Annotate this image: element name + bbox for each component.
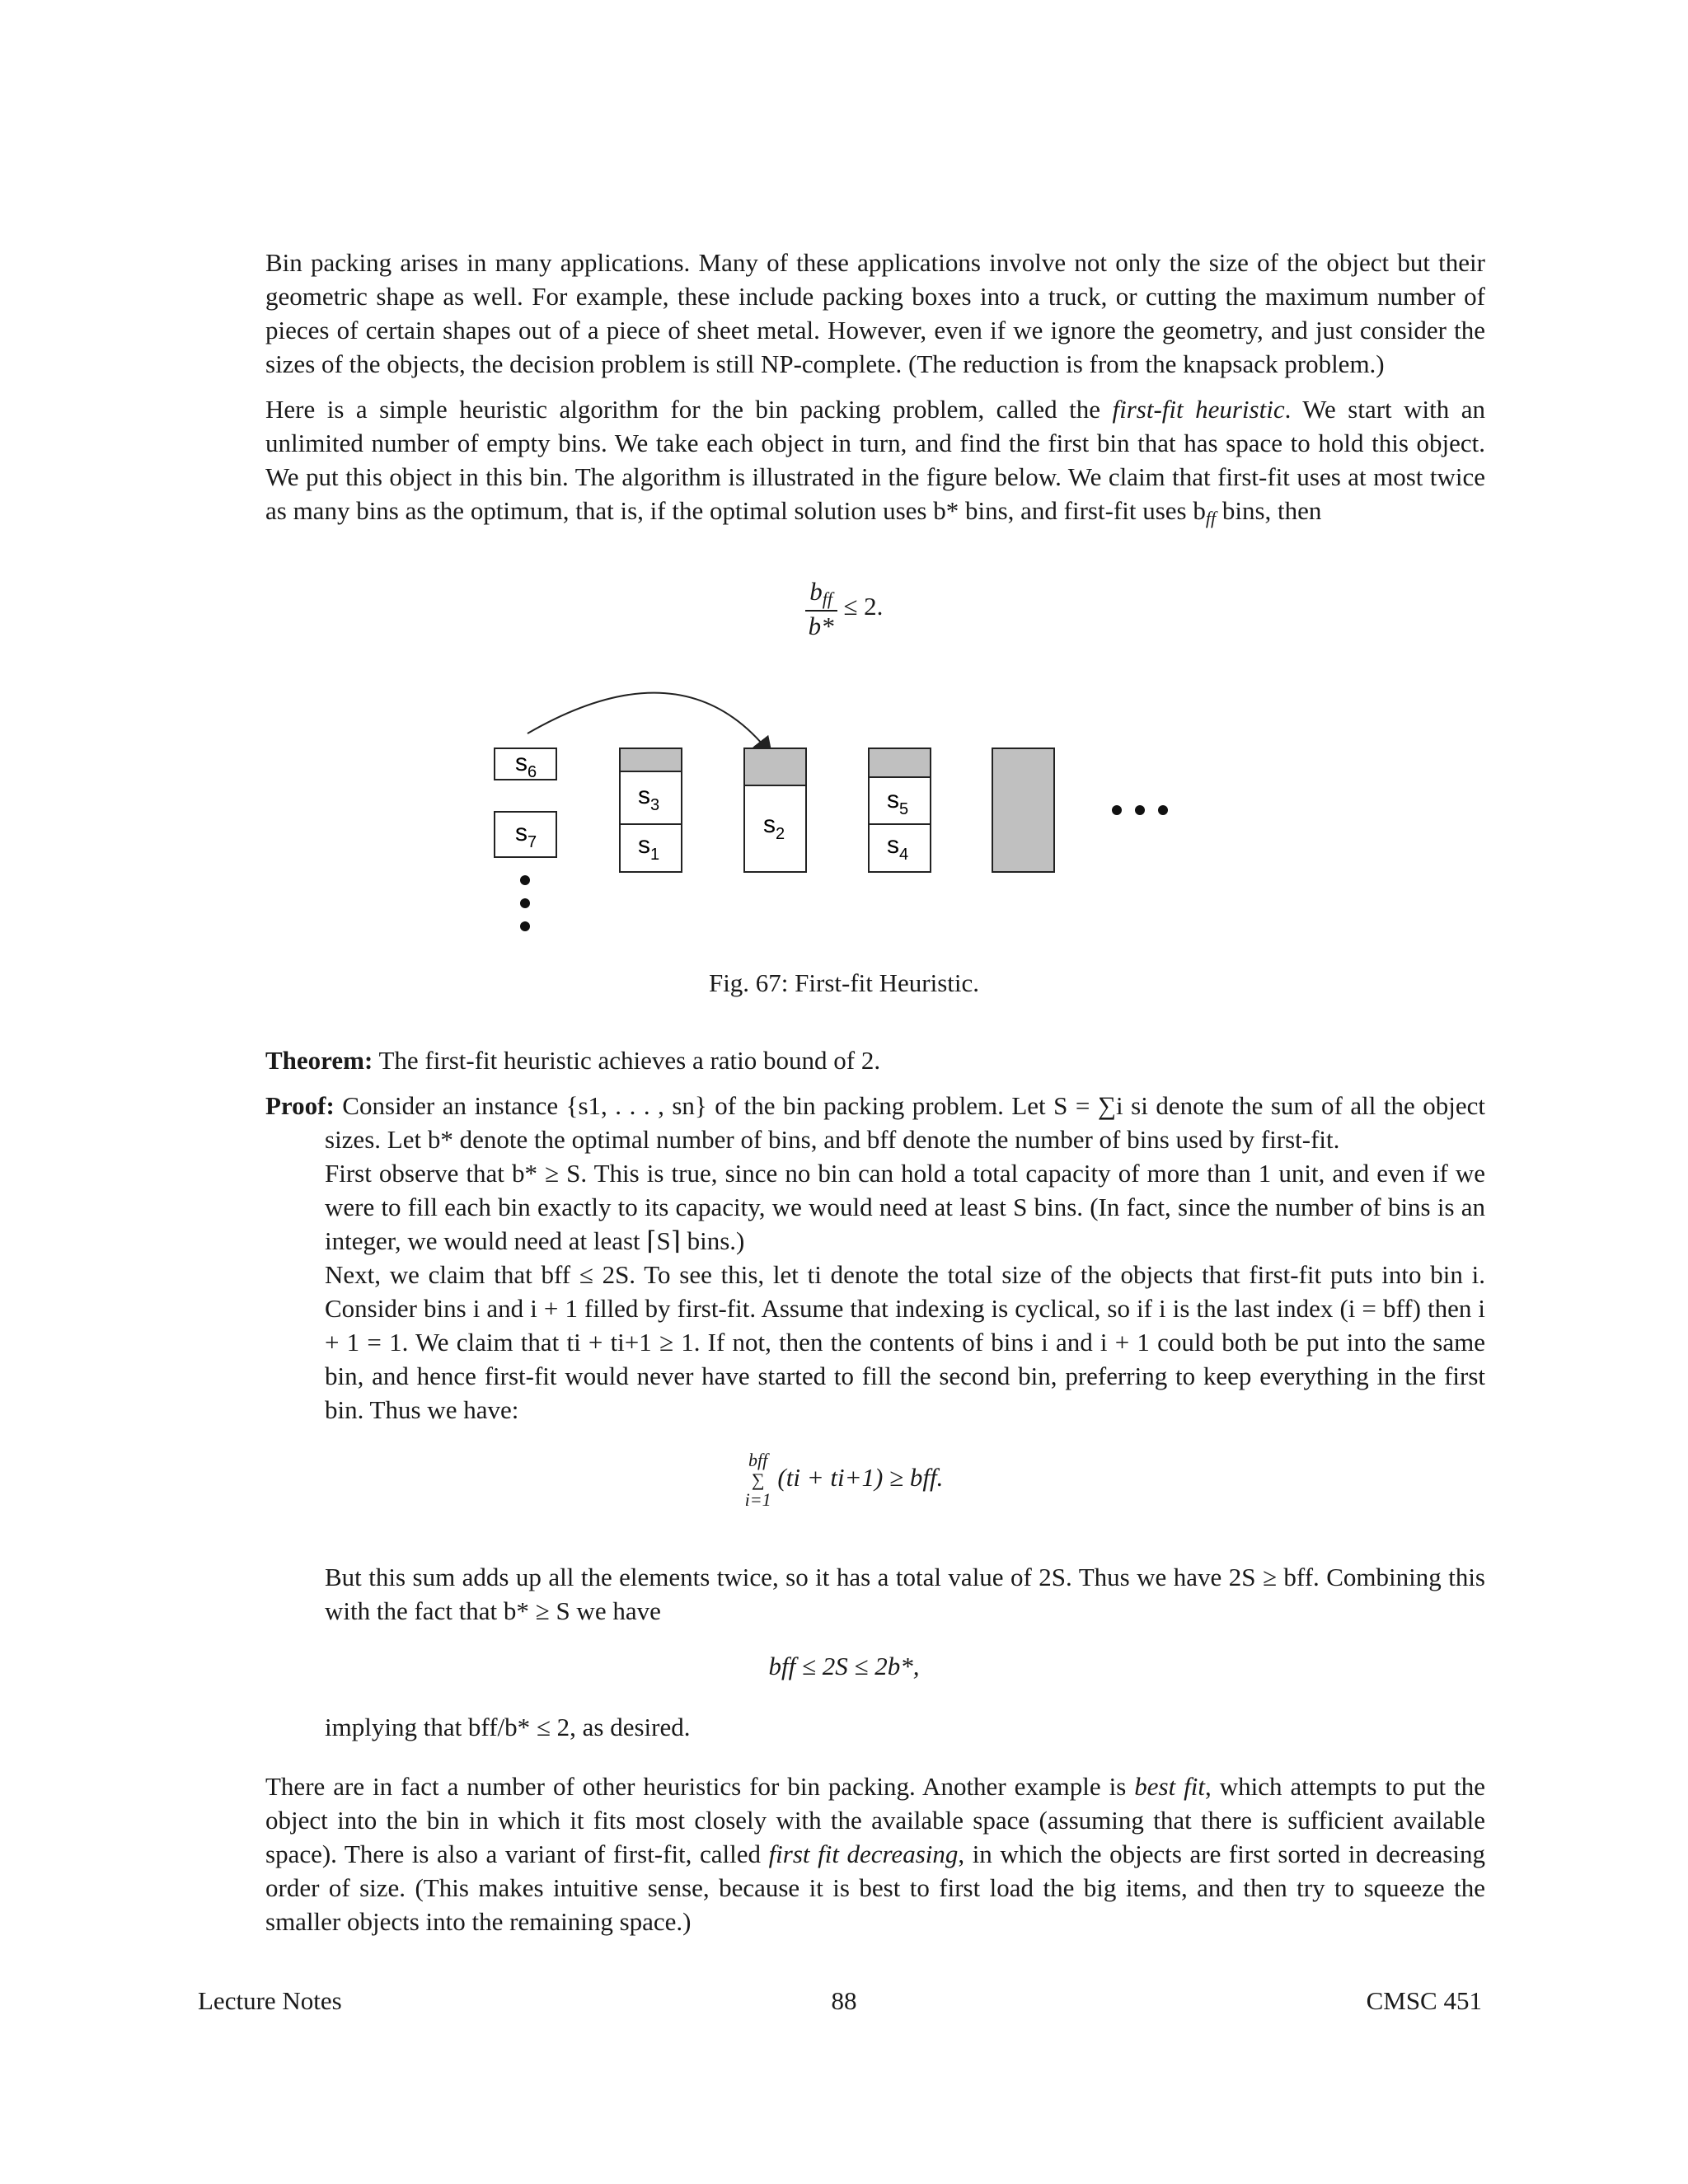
- best-fit-emphasis: best fit: [1134, 1772, 1205, 1801]
- ratio-numerator: $b_{ff}$: [805, 577, 837, 612]
- bin-3-item-s4: $s_4$: [887, 832, 909, 864]
- intro-paragraph-1: Bin packing arises in many applications. Many of these applications involve not only the size of the object but their geometric shape as well. For example, these include packing boxes into a truck, or cutting the maximum number of pieces of certain shapes out of a piece of sheet metal. However, even if we ignore the geometry, and just consider the sizes of the objects, the decision problem is still NP-complete. (The reduction is from the knapsack problem.): [265, 248, 1485, 378]
- more-bins-dot: [1112, 805, 1122, 815]
- theorem-proof-section: [265, 1043, 1485, 1438]
- theorem-label: Theorem:: [265, 1046, 373, 1075]
- footer-left: Lecture Notes: [198, 1986, 342, 2015]
- proof-paragraph-4: But this sum adds up all the elements twice, so it has a total value of 2S. Thus we have 2S ≥ bff. Combining this with the fact that b* ≥ S we have: [325, 1563, 1485, 1625]
- pending-label-s7: $s_7$: [515, 819, 537, 851]
- arrow-icon: [528, 693, 771, 754]
- theorem: [265, 1043, 1485, 1077]
- theorem-text: The first-fit heuristic achieves a ratio bound of 2.: [373, 1046, 881, 1075]
- figure-caption: Fig. 67: First-fit Heuristic.: [708, 968, 980, 997]
- sum-upper: bff: [748, 1450, 768, 1470]
- proof-continued: [265, 1560, 1485, 1639]
- more-bins-dot: [1135, 805, 1145, 815]
- ratio-denominator: b*: [808, 612, 834, 640]
- bin-2-item-s2: $s_2$: [763, 811, 785, 843]
- sigma-icon: ∑: [751, 1469, 765, 1490]
- sum-limits: [745, 1451, 771, 1510]
- intro-p2-before: Here is a simple heuristic algorithm for the bin packing problem, called the: [265, 395, 1113, 424]
- ratio-rhs: ≤ 2.: [843, 592, 884, 621]
- proof-line-1: Consider an instance {s1, . . . , sn} of the bin packing problem. Let S = ∑i si denote the sum of all the object sizes. Let b* denote the optimal number of bins, and bff denote the number of bins used by first-fit.: [325, 1091, 1485, 1154]
- intro-p2-sub: ff: [1205, 508, 1217, 528]
- proof-paragraph-5: implying that bff/b* ≤ 2, as desired.: [325, 1713, 691, 1741]
- more-items-dot: [520, 898, 530, 908]
- more-items-dot: [520, 921, 530, 931]
- bin-2-empty-space: [744, 748, 806, 785]
- bound-equation: bff ≤ 2S ≤ 2b*,: [768, 1652, 920, 1680]
- page-number: 88: [831, 1986, 857, 2015]
- proof-label: Proof:: [265, 1091, 335, 1120]
- intro-p2-after: . We start with an unlimited number of empty bins. We take each object in turn, and find the first bin that has space to hold this object. We put this object in this bin. The algorithm is illustrated in the figure below. We claim that first-fit uses at most twice as many bins as the optimum, that is, if the optimal solution uses b* bins, and first-fit uses b: [265, 395, 1485, 525]
- closing-section: [265, 1769, 1485, 1950]
- bin-1-item-s1: $s_1$: [638, 832, 660, 864]
- footer-right: CMSC 451: [1366, 1986, 1482, 2015]
- proof-paragraph-1: [265, 1089, 1485, 1156]
- more-bins-dot: [1158, 805, 1168, 815]
- sum-lower: i=1: [744, 1489, 771, 1510]
- more-items-dot: [520, 875, 530, 885]
- intro-p2-end: bins, then: [1216, 496, 1322, 525]
- proof-conclusion: [265, 1710, 1485, 1755]
- bin-1-empty-space: [620, 748, 682, 771]
- bin-1-item-s3: $s_3$: [638, 782, 660, 814]
- bin-4: [992, 748, 1054, 872]
- pending-label-s6: $s_6$: [515, 749, 537, 781]
- sum-body: (ti + ti+1) ≥ bff.: [777, 1463, 944, 1493]
- first-fit-figure: [0, 0, 1688, 956]
- bin-3-item-s5: $s_5$: [887, 786, 909, 818]
- bin-3-empty-space: [869, 748, 931, 777]
- proof-paragraph-2: First observe that b* ≥ S. This is true, since no bin can hold a total capacity of more than 1 unit, and even if we were to fill each bin exactly to its capacity, we would need at least S bins. (In fact, since the number of bins is an integer, we would need at least ⌈S⌉ bins.): [325, 1159, 1485, 1255]
- sum-equation: [0, 1451, 1688, 1510]
- closing-paragraph: There are in fact a number of other heuristics for bin packing. Another example is best fit, which attempts to put the object into the bin in which it fits most closely with the available space (assuming that there is sufficient available space). There is also a variant of first-fit, called first fit decreasing, in which the objects are first sorted in decreasing order of size. (This makes intuitive sense, because it is best to first load the big items, and then try to squeeze the smaller objects into the remaining space.): [265, 1772, 1485, 1936]
- proof-paragraph-3: Next, we claim that bff ≤ 2S. To see this, let ti denote the total size of the objects that first-fit puts into bin i. Consider bins i and i + 1 filled by first-fit. Assume that indexing is cyclical, so if i is the last index (i = bff) then i + 1 = 1. We claim that ti + ti+1 ≥ 1. If not, then the contents of bins i and i + 1 could both be put into the same bin, and hence first-fit would never have started to fill the second bin, preferring to keep everything in the first bin. Thus we have:: [325, 1260, 1485, 1424]
- first-fit-decreasing-emphasis: first fit decreasing: [768, 1840, 959, 1868]
- first-fit-emphasis: first-fit heuristic: [1112, 395, 1285, 424]
